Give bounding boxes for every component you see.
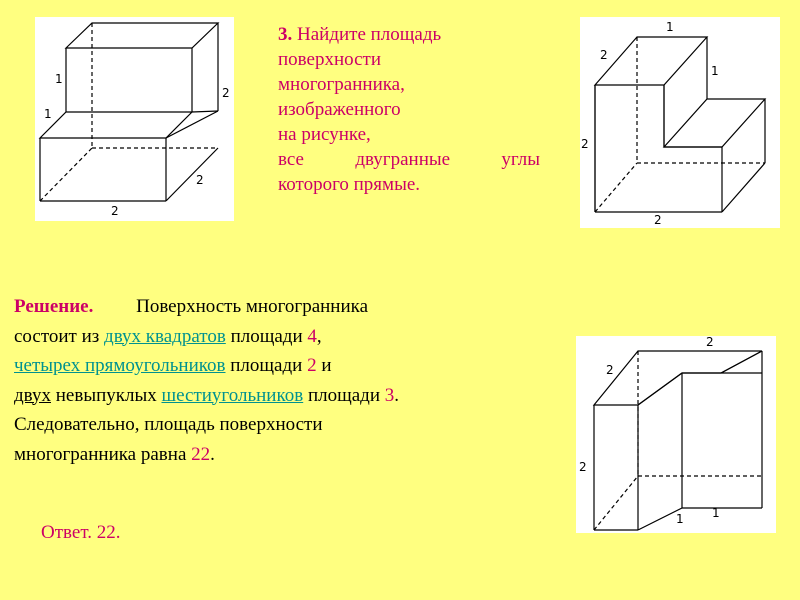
fig3-label-4: 1 (676, 512, 684, 526)
fig1-label-3: 2 (222, 86, 230, 100)
solution-line-5: Следовательно, площадь поверхности (14, 414, 323, 435)
problem-line-2: поверхности (278, 49, 382, 70)
figure-stepped-polyhedron (35, 17, 234, 221)
fig1-label-5: 2 (111, 204, 119, 218)
answer-text: Ответ. 22. (41, 522, 121, 543)
problem-line-4: изображенного (278, 99, 401, 120)
fig3-label-2: 2 (606, 363, 614, 377)
fig3-label-3: 2 (579, 460, 587, 474)
fig2-label-2: 2 (600, 48, 608, 62)
link-hexagons[interactable]: шестиугольников (161, 384, 304, 406)
fig2-label-4: 2 (581, 137, 589, 151)
fig2-label-3: 1 (711, 64, 719, 78)
problem-line-1: Найдите площадь (297, 24, 442, 45)
fig3-label-1: 2 (706, 336, 714, 349)
fig2-label-5: 2 (654, 213, 662, 227)
fig2-label-1: 1 (666, 20, 674, 34)
word-two: двух (14, 384, 51, 406)
problem-line-5: на рисунке, (278, 124, 371, 145)
problem-statement (278, 22, 540, 197)
problem-line-7: которого прямые. (278, 174, 421, 195)
problem-line-3: многогранника, (278, 74, 405, 95)
figure-l-shaped-polyhedron (580, 17, 780, 228)
figure-notched-polyhedron (576, 336, 776, 533)
fig1-label-1: 1 (55, 72, 63, 86)
fig1-label-4: 2 (196, 173, 204, 187)
solution-result: 22 (191, 443, 211, 465)
problem-line-6: все двугранные углы (278, 149, 540, 170)
link-two-squares[interactable]: двух квадратов (104, 325, 226, 347)
link-four-rectangles[interactable]: четырех прямоугольников (14, 355, 226, 376)
problem-number: 3. (278, 24, 293, 45)
solution-label: Решение. (14, 296, 94, 317)
fig1-label-2: 1 (44, 107, 52, 121)
solution-text: Решение. Поверхность многогранника состоит из двух квадратов площади 4, четырех прямоугольников площади 2 и двух невыпуклых шестиугольников площади 3. Следовательно, площадь поверхности многогранника равна 22. (14, 292, 574, 469)
fig3-label-5: 1 (712, 506, 720, 520)
